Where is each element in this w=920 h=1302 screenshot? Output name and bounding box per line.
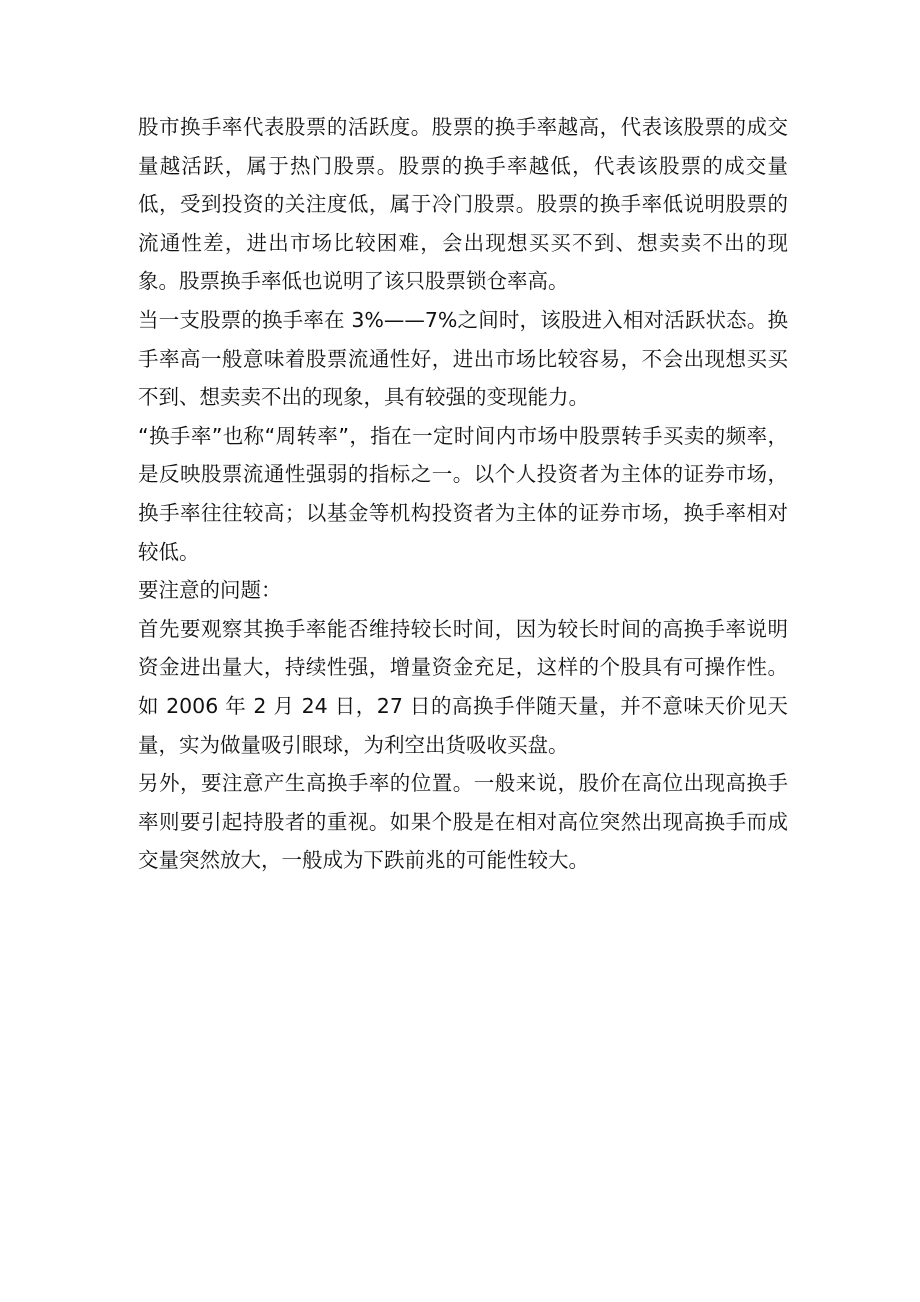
paragraph-turnover-activity: 股市换手率代表股票的活跃度。股票的换手率越高，代表该股票的成交量越活跃，属于热门股票。股票的换手率越低，代表该股票的成交量低，受到投资的关注度低，属于冷门股票。股票的换手率低说明股票的流通性差，进出市场比较困难，会出现想买买不到、想卖卖不出的现象。股票换手率低也说明了该只股票锁仓率高。 bbox=[138, 115, 788, 294]
paragraph-active-range: 当一支股票的换手率在 3%——7%之间时，该股进入相对活跃状态。换手率高一般意味着股票流通性好，进出市场比较容易，不会出现想买买不到、想卖卖不出的现象，具有较强的变现能力。 bbox=[138, 307, 788, 410]
paragraph-duration: 首先要观察其换手率能否维持较长时间，因为较长时间的高换手率说明资金进出量大，持续性强，增量资金充足，这样的个股具有可操作性。如 2006 年 2 月 24 日，27 日的高换手伴随天量，并不意味天价见天量，实为做量吸引眼球，为利空出货吸收买盘。 bbox=[138, 616, 788, 757]
paragraph-notes-heading: 要注意的问题： bbox=[138, 578, 282, 603]
paragraph-definition: “换手率”也称“周转率”，指在一定时间内市场中股票转手买卖的频率，是反映股票流通性强弱的指标之一。以个人投资者为主体的证券市场，换手率往往较高；以基金等机构投资者为主体的证券市场，换手率相对较低。 bbox=[138, 423, 788, 564]
paragraph-position: 另外，要注意产生高换手率的位置。一般来说，股价在高位出现高换手率则要引起持股者的重视。如果个股是在相对高位突然出现高换手而成交量突然放大，一般成为下跌前兆的可能性较大。 bbox=[138, 771, 788, 873]
document-body bbox=[138, 108, 788, 880]
